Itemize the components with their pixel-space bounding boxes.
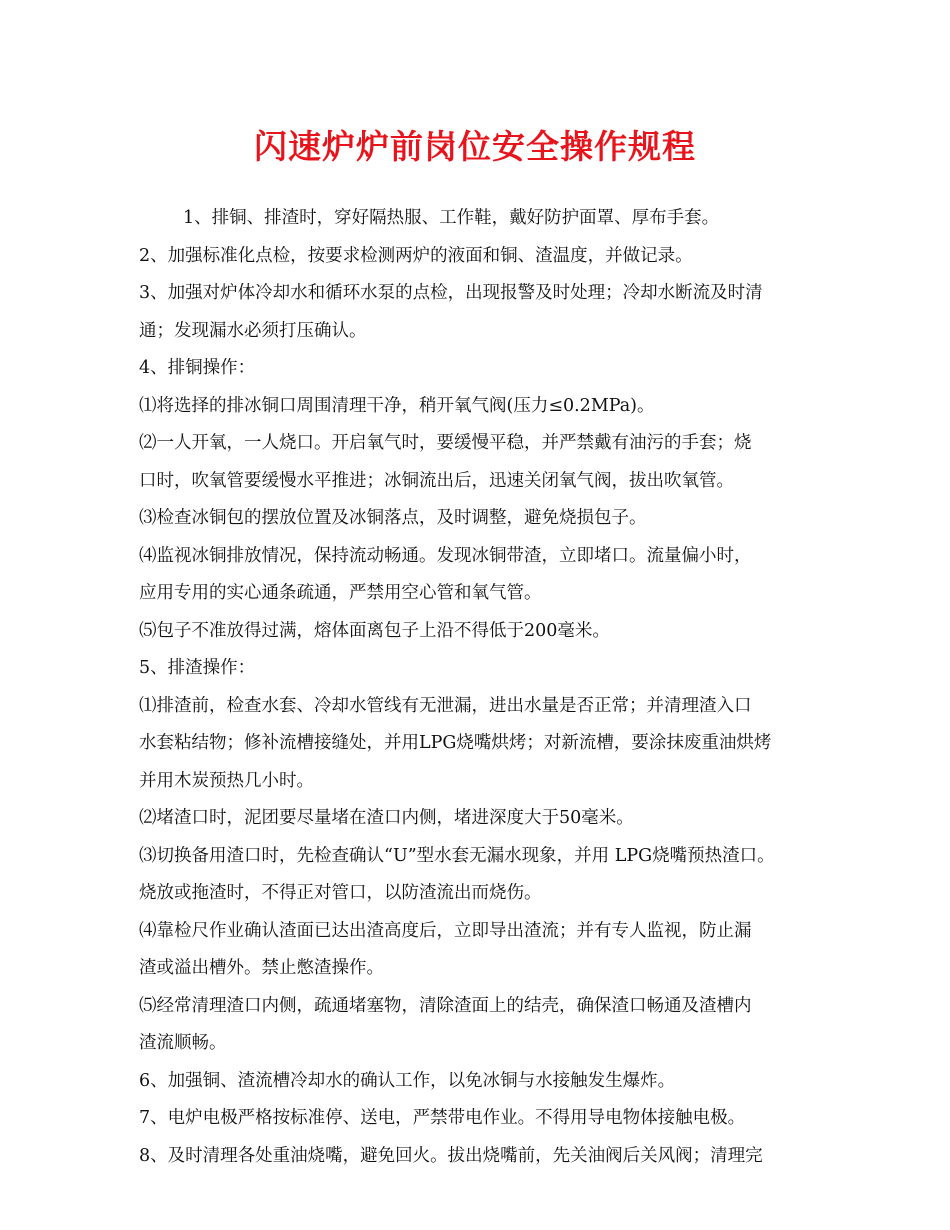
paragraph-line: 渣流顺畅。 bbox=[139, 1033, 227, 1053]
paragraph-line: 6、加强铜、渣流槽冷却水的确认工作，以免冰铜与水接触发生爆炸。 bbox=[139, 1070, 676, 1091]
paragraph-line: 7、电炉电极严格按标准停、送电，严禁带电作业。不得用导电物体接触电极。 bbox=[139, 1108, 746, 1128]
paragraph-line: ⑵一人开氧，一人烧口。开启氧气时，要缓慢平稳，并严禁戴有油污的手套；烧 bbox=[139, 433, 752, 453]
paragraph-line: 水套粘结物；修补流槽接缝处，并用LPG烧嘴烘烤；对新流槽，要涂抹废重油烘烤 bbox=[139, 733, 772, 753]
paragraph-line: ⑶切换备用渣口时，先检查确认“U”型水套无漏水现象，并用 LPG烧嘴预热渣口。 bbox=[139, 845, 775, 866]
page-title: 闪速炉炉前岗位安全操作规程 bbox=[254, 127, 696, 166]
paragraph-line: 烧放或拖渣时，不得正对管口，以防渣流出而烧伤。 bbox=[139, 883, 542, 903]
paragraph-line: ⑶检查冰铜包的摆放位置及冰铜落点，及时调整，避免烧损包子。 bbox=[139, 508, 647, 528]
paragraph-line: ⑸包子不准放得过满，熔体面离包子上沿不得低于200毫米。 bbox=[139, 620, 610, 641]
document-body bbox=[139, 200, 829, 1175]
paragraph-line: 8、及时清理各处重油烧嘴，避免回火。拔出烧嘴前，先关油阀后关风阀；清理完 bbox=[139, 1145, 763, 1166]
paragraph-line: 通；发现漏水必须打压确认。 bbox=[139, 320, 367, 341]
paragraph-line: ⑷靠检尺作业确认渣面已达出渣高度后，立即导出渣流；并有专人监视，防止漏 bbox=[139, 920, 752, 941]
paragraph-line: 3、加强对炉体冷却水和循环水泵的点检，出现报警及时处理；冷却水断流及时清 bbox=[139, 283, 763, 303]
paragraph-line: 5、排渣操作： bbox=[139, 658, 256, 678]
paragraph-line: 4、排铜操作： bbox=[139, 358, 256, 378]
paragraph-line: 口时，吹氧管要缓慢水平推进；冰铜流出后，迅速关闭氧气阀，拔出吹氧管。 bbox=[139, 470, 734, 491]
paragraph-line: ⑵堵渣口时，泥团要尽量堵在渣口内侧，堵进深度大于50毫米。 bbox=[139, 808, 634, 828]
paragraph-line: 1、排铜、排渣时，穿好隔热服、工作鞋，戴好防护面罩、厚布手套。 bbox=[183, 208, 720, 228]
paragraph-line: 应用专用的实心通条疏通，严禁用空心管和氧气管。 bbox=[139, 583, 542, 603]
paragraph-line: ⑷监视冰铜排放情况，保持流动畅通。发现冰铜带渣，立即堵口。流量偏小时， bbox=[139, 545, 752, 566]
paragraph-line: ⑸经常清理渣口内侧，疏通堵塞物，清除渣面上的结壳，确保渣口畅通及渣槽内 bbox=[139, 995, 752, 1016]
paragraph-line: 渣或溢出槽外。禁止憋渣操作。 bbox=[139, 958, 384, 978]
paragraph-line: 2、加强标准化点检，按要求检测两炉的液面和铜、渣温度，并做记录。 bbox=[139, 245, 693, 266]
paragraph-line: 并用木炭预热几小时。 bbox=[139, 770, 314, 791]
paragraph-line: ⑴将选择的排冰铜口周围清理干净，稍开氧气阀(压力≤0.2MPa)。 bbox=[139, 395, 655, 416]
paragraph-line: ⑴排渣前，检查水套、冷却水管线有无泄漏，进出水量是否正常；并清理渣入口 bbox=[139, 695, 752, 716]
